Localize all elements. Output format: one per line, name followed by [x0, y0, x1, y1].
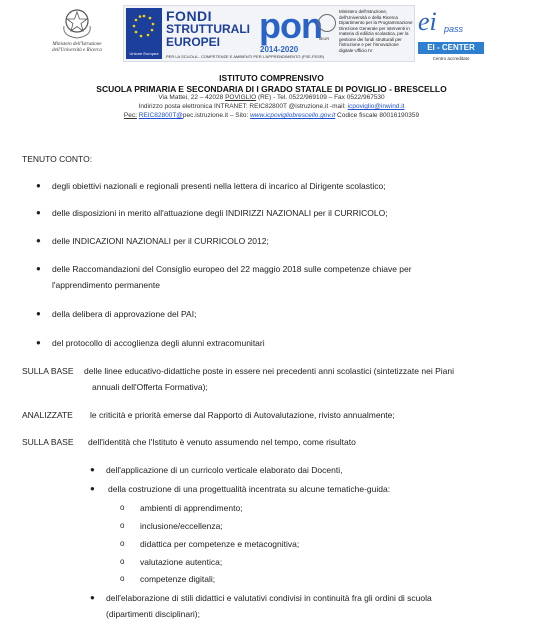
- ei-center-label: EI - CENTER: [418, 42, 484, 54]
- school-email-line: [0, 103, 543, 110]
- sub-bullet-item: della costruzione di una progettualità incentrata su alcune tematiche-guida:: [108, 484, 391, 494]
- pon-bottom-text: PER LA SCUOLA - COMPETENZE E AMBIENTI PER L'APPRENDIMENTO (FSE-FESR): [166, 54, 325, 59]
- bullet-icon: ●: [36, 264, 41, 273]
- ministero-text: Ministero dell'Istruzione, dell'Università e della Ricerca Dipartimento per la Programmazione Direzione Generale per interventi in materia di edilizia scolastica, per la gestione dei fondi strutturali per l'istruzione e per l'innovazione digitale Ufficio IV: [339, 9, 413, 53]
- bullet-item: delle disposizioni in merito all'attuazione degli INDIRIZZI NAZIONALI per il CURRICOLO;: [52, 208, 388, 218]
- pon-line2: STRUTTURALI: [166, 22, 250, 36]
- last-bullet-item: dell'elaborazione di stili didattici e valutativi condivisi in continuità fra gli ordini di scuola: [106, 593, 432, 603]
- bullet-item-continued: l'apprendimento permanente: [52, 280, 160, 290]
- tenuto-conto-heading: TENUTO CONTO:: [22, 154, 93, 164]
- bullet-icon: ●: [90, 465, 95, 474]
- circle-item: inclusione/eccellenza;: [140, 521, 223, 531]
- bullet-icon: ●: [36, 236, 41, 245]
- email-link[interactable]: icpoviglio@inwind.it: [347, 103, 405, 110]
- intranet-text: Indirizzo posta elettronica INTRANET: REIC82800T @istruzione.it -mail:: [138, 103, 348, 110]
- circle-bullet-icon: o: [120, 557, 125, 566]
- sub-bullet-item: dell'applicazione di un curricolo verticale elaborato dai Docenti,: [106, 465, 343, 475]
- school-name: SCUOLA PRIMARIA E SECONDARIA DI I GRADO STATALE DI POVIGLIO - BRESCELLO: [96, 84, 447, 94]
- sulla-base-2-text: dell'identità che l'Istituto è venuto assumendo nel tempo, come risultato: [88, 437, 356, 447]
- pon-years: 2014-2020: [260, 45, 299, 54]
- pec-link[interactable]: REIC82800T@: [138, 112, 183, 119]
- circle-item: competenze digitali;: [140, 574, 216, 584]
- last-bullet-item-cont: (dipartimenti disciplinari);: [106, 609, 201, 619]
- italian-emblem-icon: [59, 6, 95, 40]
- miur-label: MIUR: [319, 36, 330, 41]
- school-address: [0, 94, 543, 101]
- circle-bullet-icon: o: [120, 503, 125, 512]
- bullet-item: della delibera di approvazione del PAI;: [52, 309, 197, 319]
- analizzate-label: ANALIZZATE: [22, 410, 73, 420]
- circle-bullet-icon: o: [120, 574, 125, 583]
- circle-bullet-icon: o: [120, 521, 125, 530]
- bullet-icon: ●: [36, 338, 41, 347]
- eipass-logo: [418, 8, 484, 66]
- pon-big-logo: pon: [259, 5, 322, 46]
- circle-item: valutazione autentica;: [140, 557, 223, 567]
- codice-fiscale: Codice fiscale 80016190359: [335, 112, 420, 119]
- school-pec-line: [0, 112, 543, 119]
- pon-line1: FONDI: [166, 8, 213, 24]
- circle-bullet-icon: o: [120, 539, 125, 548]
- bullet-item: del protocollo di accoglienza degli alunni extracomunitari: [52, 338, 265, 348]
- ministry-label: Ministero dell'Istruzione dell'Università e Ricerca: [52, 42, 102, 53]
- site-link[interactable]: www.icpovigliobrescello.gov.it: [250, 112, 336, 119]
- bullet-icon: ●: [36, 181, 41, 190]
- bullet-icon: ●: [36, 208, 41, 217]
- bullet-icon: ●: [36, 309, 41, 318]
- pec-label: Pec:: [123, 112, 137, 119]
- eu-label: Unione Europea: [129, 51, 159, 56]
- sulla-base-2-label: SULLA BASE: [22, 437, 74, 447]
- ei-center-sub: Centro accreditato: [432, 56, 470, 61]
- bullet-item: delle Raccomandazioni del Consiglio europeo del 22 maggio 2018 sulle competenze chiave per: [52, 264, 412, 274]
- analizzate-text: le criticità e priorità emerse dal Rapporto di Autovalutazione, rivisto annualmente;: [90, 410, 395, 420]
- ei-pass-text: pass: [444, 24, 464, 34]
- pec-rest: pec.istruzione.it – Sito:: [182, 112, 251, 119]
- address-phone: (RE) - Tel. 0522/969109 – Fax 0522/967530: [256, 94, 385, 101]
- pon-line3: EUROPEI: [166, 35, 221, 49]
- republic-logo: [40, 6, 114, 62]
- sulla-base-text: delle linee educativo-didattiche poste in essere nei precedenti anni scolastici (sintetizzate nei Piani: [84, 366, 454, 376]
- bullet-icon: ●: [90, 484, 95, 493]
- bullet-item: delle INDICAZIONI NAZIONALI per il CURRICOLO 2012;: [52, 236, 269, 246]
- address-street: Via Mattei, 22 – 42028: [158, 94, 226, 101]
- sulla-base-label: SULLA BASE: [22, 366, 74, 376]
- circle-item: didattica per competenze e metacognitiva;: [140, 539, 300, 549]
- bullet-icon: ●: [90, 593, 95, 602]
- pon-banner: [123, 5, 415, 62]
- circle-item: ambienti di apprendimento;: [140, 503, 243, 513]
- school-type: ISTITUTO COMPRENSIVO: [219, 73, 324, 83]
- sulla-base-text-cont: annuali dell'Offerta Formativa);: [92, 382, 208, 392]
- address-city: POVIGLIO: [225, 94, 257, 101]
- miur-emblem-icon: [318, 14, 336, 32]
- bullet-item: degli obiettivi nazionali e regionali presenti nella lettera di incarico al Dirigente scolastico;: [52, 181, 386, 191]
- ei-logo-text: ei: [418, 7, 437, 36]
